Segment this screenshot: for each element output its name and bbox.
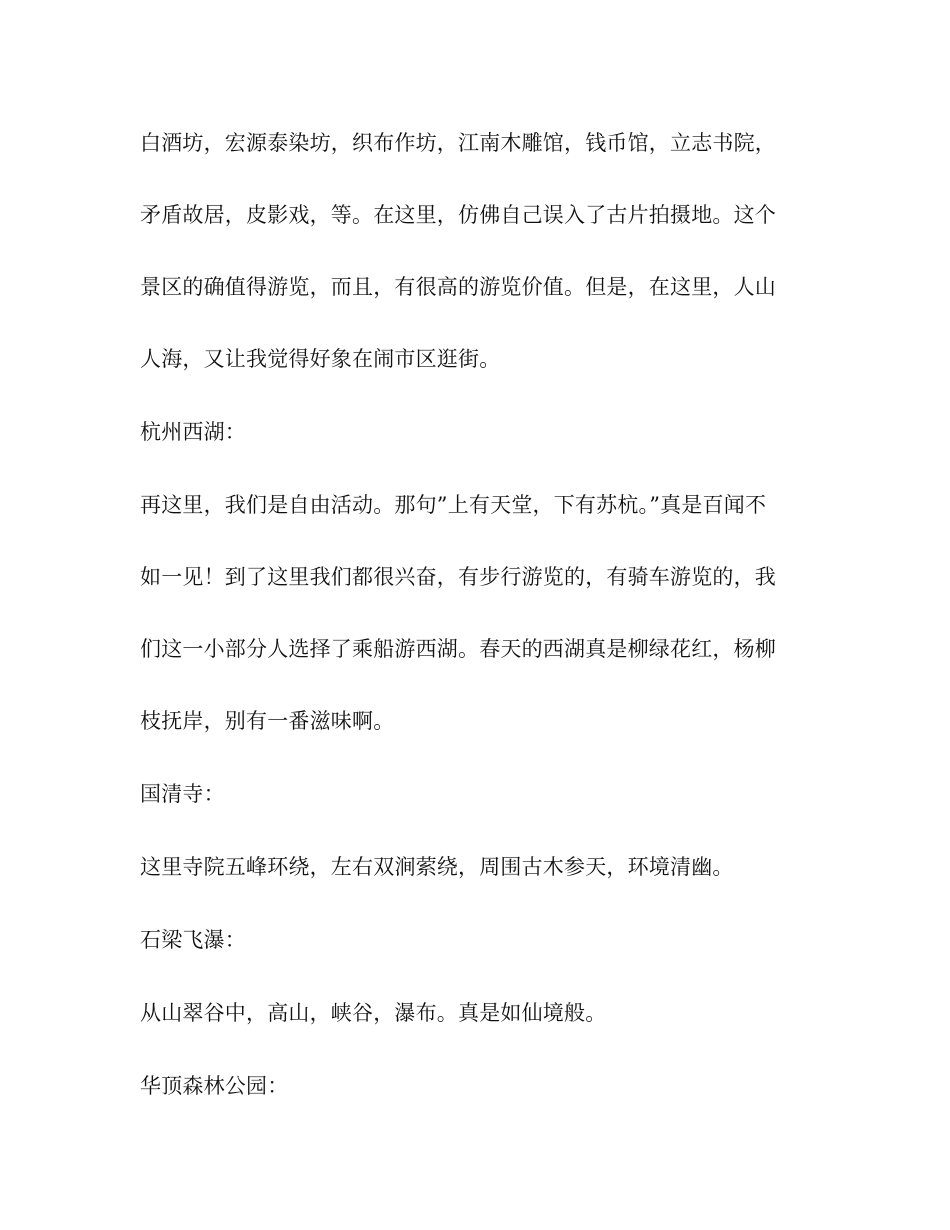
paragraph-line-2: 矛盾故居，皮影戏，等。在这里，仿佛自己误入了古片拍摄地。这个 xyxy=(140,203,776,227)
paragraph-line-7: 如一见！到了这里我们都很兴奋，有步行游览的，有骑车游览的，我 xyxy=(140,565,776,589)
paragraph-line-11: 这里寺院五峰环绕，左右双涧萦绕，周围古木参天，环境清幽。 xyxy=(140,855,734,879)
section-heading-shiliang-waterfall: 石梁飞瀑： xyxy=(140,928,246,952)
section-heading-west-lake: 杭州西湖： xyxy=(140,420,246,444)
paragraph-line-1: 白酒坊，宏源泰染坊，织布作坊，江南木雕馆，钱币馆，立志书院， xyxy=(140,131,776,155)
paragraph-line-4: 人海，又让我觉得好象在闹市区逛街。 xyxy=(140,347,501,371)
paragraph-line-3: 景区的确值得游览，而且，有很高的游览价值。但是，在这里，人山 xyxy=(140,275,776,299)
section-heading-huading-forest-park: 华顶森林公园： xyxy=(140,1074,289,1098)
paragraph-line-8: 们这一小部分人选择了乘船游西湖。春天的西湖真是柳绿花红，杨柳 xyxy=(140,637,776,661)
paragraph-line-13: 从山翠谷中，高山，峡谷，瀑布。真是如仙境般。 xyxy=(140,1001,607,1025)
paragraph-line-9: 枝抚岸，别有一番滋味啊。 xyxy=(140,709,395,733)
section-heading-guoqing-temple: 国清寺： xyxy=(140,782,225,806)
paragraph-line-6: 再这里，我们是自由活动。那句”上有天堂，下有苏杭。”真是百闻不 xyxy=(140,493,767,517)
